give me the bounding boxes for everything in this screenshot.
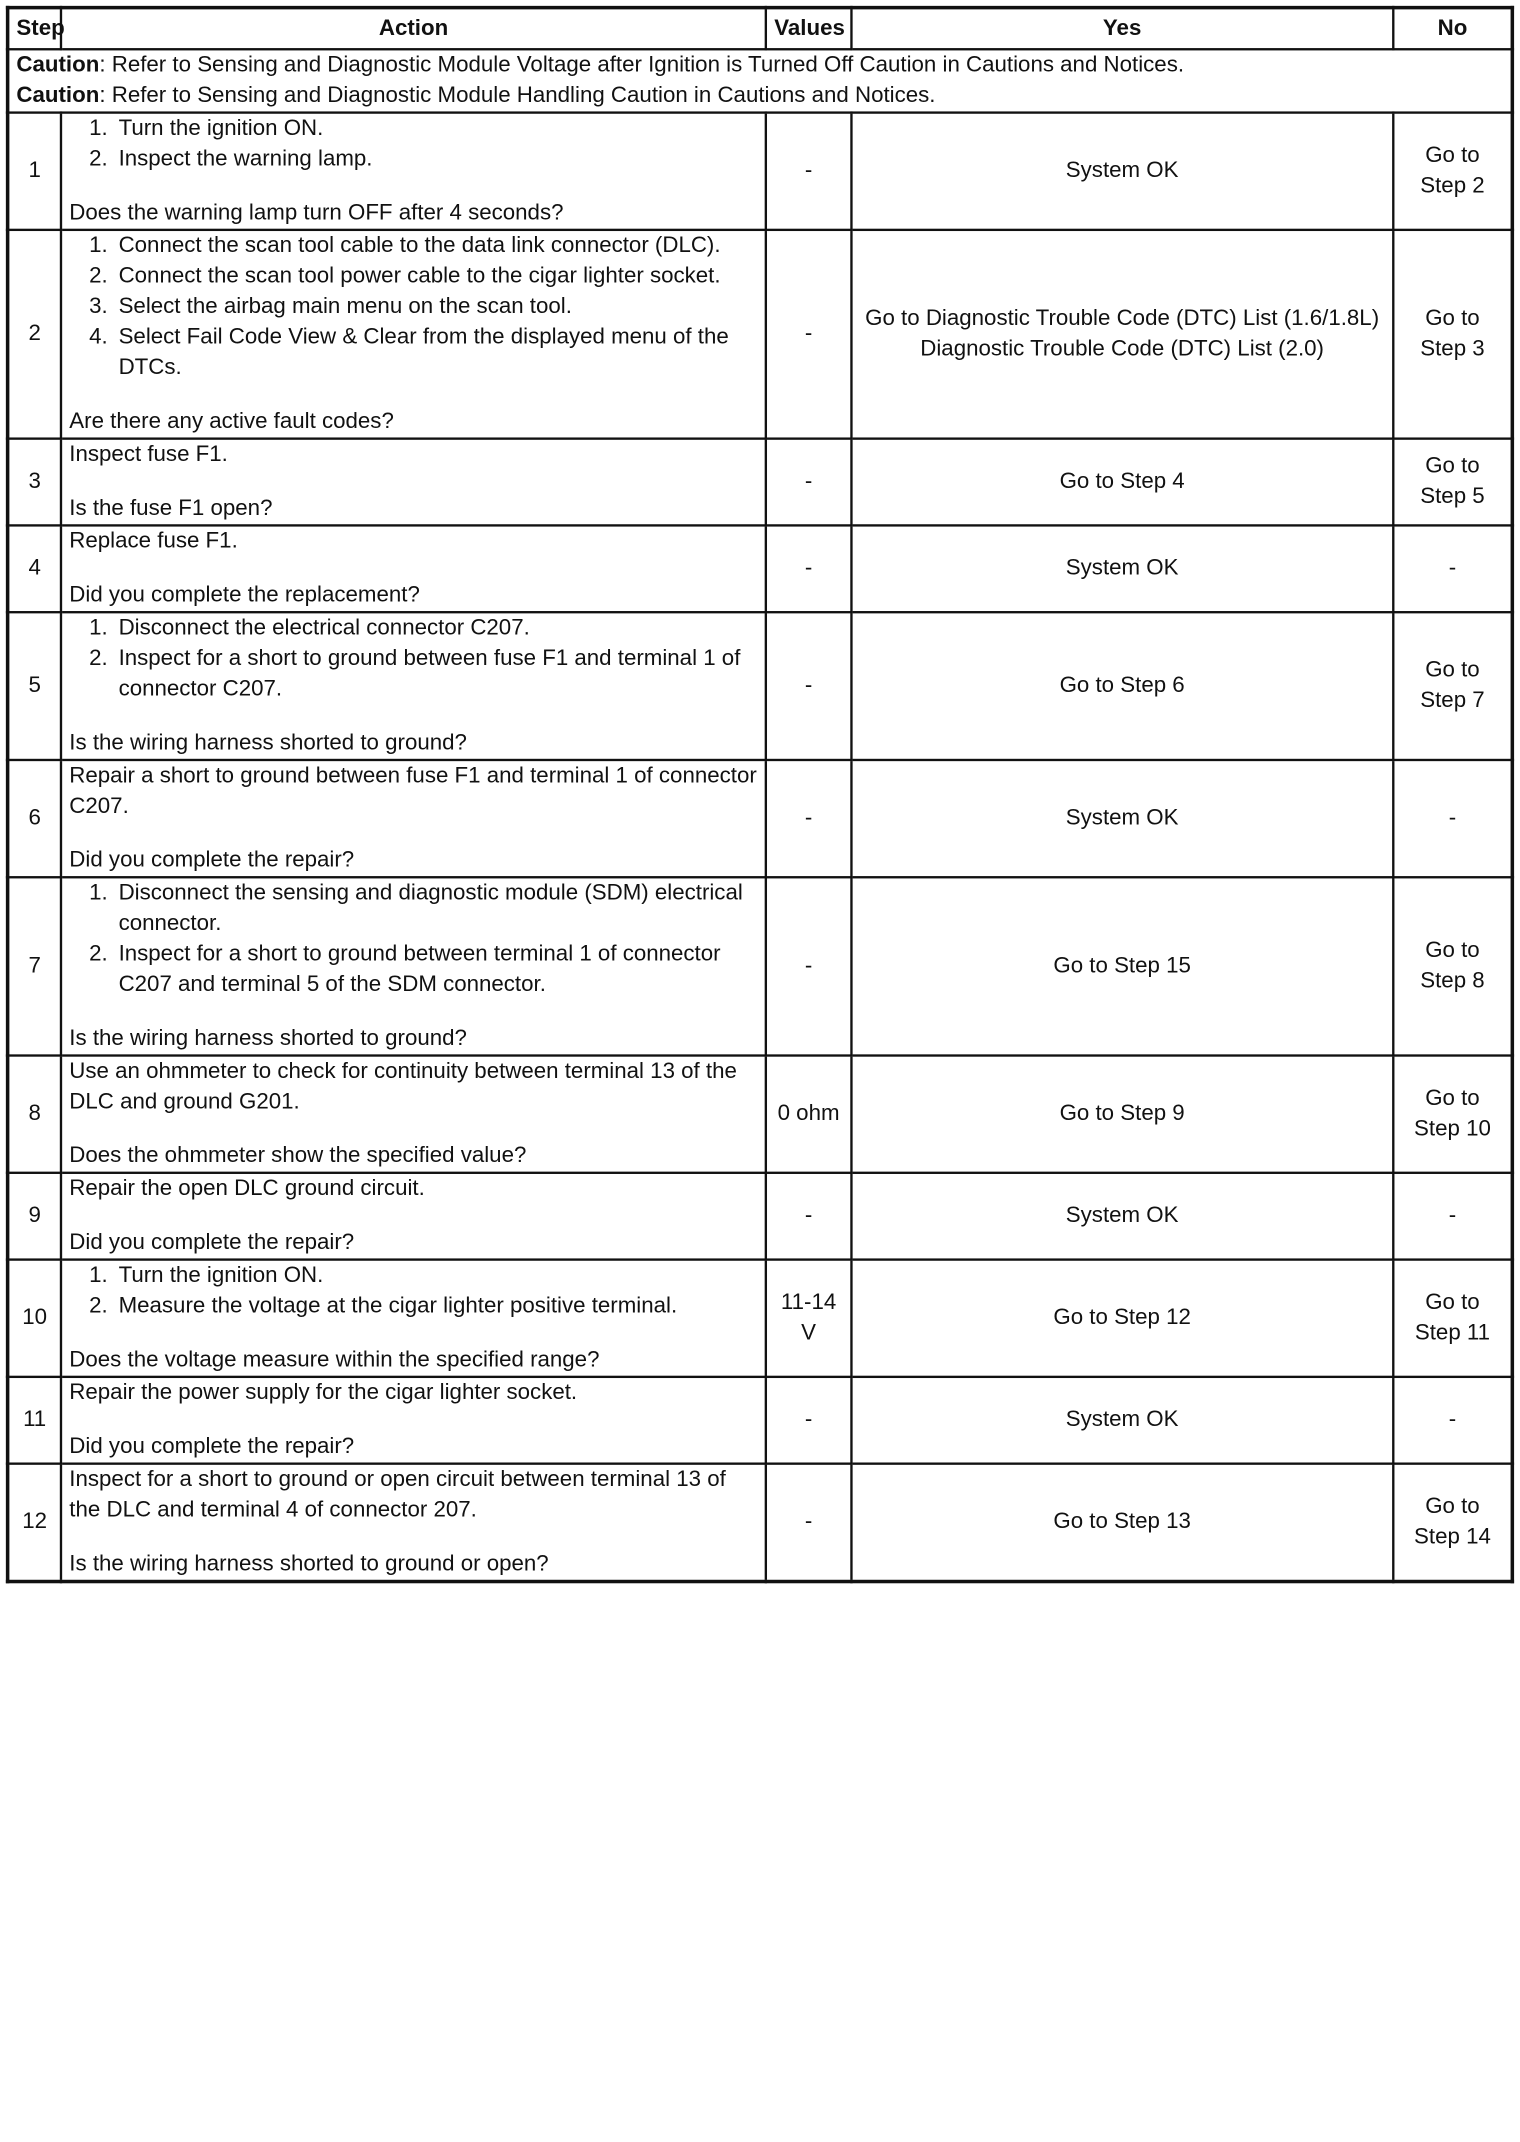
value-cell: - [766,612,851,760]
no-cell: Go to Step 5 [1393,439,1512,526]
yes-cell: System OK [851,1377,1393,1464]
action-cell [61,760,766,877]
yes-cell: Go to Step 6 [851,612,1393,760]
step-number: 11 [8,1377,61,1464]
yes-cell: System OK [851,525,1393,612]
no-cell: Go to Step 11 [1393,1260,1512,1377]
action-cell [61,230,766,439]
action-cell [61,1260,766,1377]
step-number: 7 [8,877,61,1055]
action-list [69,114,758,175]
action-cell [61,1464,766,1582]
action-text: Repair the power supply for the cigar lighter socket. [69,1380,578,1406]
value-cell: 0 ohm [766,1056,851,1173]
action-list-item: 1. Connect the scan tool cable to the data link connector (DLC). [114,231,758,261]
no-cell: Go to Step 7 [1393,612,1512,760]
yes-cell: Go to Step 9 [851,1056,1393,1173]
yes-cell: Go to Step 15 [851,877,1393,1055]
yes-cell: Go to Diagnostic Trouble Code (DTC) List (1.6/1.8L) Diagnostic Trouble Code (DTC) List (2.0) [851,230,1393,439]
action-cell [61,1377,766,1464]
action-list-item: 1. Turn the ignition ON. [114,114,758,144]
no-cell: Go to Step 2 [1393,113,1512,230]
yes-cell: System OK [851,113,1393,230]
yes-cell: System OK [851,1173,1393,1260]
caution-cell [8,49,1513,112]
caution-line [16,50,1503,80]
action-cell [61,439,766,526]
value-cell: - [766,1464,851,1582]
action-question: Does the ohmmeter show the specified value? [69,1143,527,1169]
action-list-item: 2. Measure the voltage at the cigar lighter positive terminal. [114,1291,758,1321]
action-list-item: 1. Disconnect the sensing and diagnostic module (SDM) electrical connector. [114,878,758,939]
step-number: 3 [8,439,61,526]
diagnostic-table [6,6,1514,1583]
action-question: Does the voltage measure within the specified range? [69,1347,600,1373]
value-cell: - [766,760,851,877]
no-cell: Go to Step 3 [1393,230,1512,439]
header-row [8,8,1513,50]
step-row [8,113,1513,230]
no-cell: Go to Step 10 [1393,1056,1512,1173]
step-number: 9 [8,1173,61,1260]
action-question: Is the wiring harness shorted to ground? [69,1026,467,1051]
caution-row [8,49,1513,112]
no-cell: - [1393,1377,1512,1464]
caution-text: : Refer to Sensing and Diagnostic Module Handling Caution in Cautions and Notices. [99,83,936,108]
step-row [8,439,1513,526]
step-row [8,760,1513,877]
action-list [69,231,758,383]
action-list-item: 2. Connect the scan tool power cable to the cigar lighter socket. [114,262,758,292]
value-cell: - [766,877,851,1055]
action-cell [61,877,766,1055]
action-text: Repair a short to ground between fuse F1 and terminal 1 of connector C207. [69,763,757,819]
step-row [8,1464,1513,1582]
step-row [8,1377,1513,1464]
action-question: Is the wiring harness shorted to ground or open? [69,1551,549,1577]
step-row [8,230,1513,439]
header-action: Action [61,8,766,50]
action-text: Repair the open DLC ground circuit. [69,1176,425,1201]
action-text: Inspect fuse F1. [69,442,228,467]
header-yes: Yes [851,8,1393,50]
no-cell: - [1393,1173,1512,1260]
yes-cell: Go to Step 13 [851,1464,1393,1582]
header-no: No [1393,8,1512,50]
caution-label: Caution [16,52,100,78]
action-list [69,613,758,704]
step-row [8,525,1513,612]
caution-text: : Refer to Sensing and Diagnostic Module Voltage after Ignition is Turned Off Caution in Cautions and Notices. [99,52,1185,78]
yes-cell: System OK [851,760,1393,877]
action-question: Did you complete the replacement? [69,582,420,608]
step-number: 1 [8,113,61,230]
action-question: Did you complete the repair? [69,847,355,873]
step-number: 12 [8,1464,61,1582]
yes-cell: Go to Step 4 [851,439,1393,526]
step-row [8,1173,1513,1260]
no-cell: - [1393,760,1512,877]
action-list-item: 2. Inspect for a short to ground between terminal 1 of connector C207 and terminal 5 of the SDM connector. [114,939,758,1000]
action-text: Use an ohmmeter to check for continuity between terminal 13 of the DLC and ground G201. [69,1059,737,1115]
action-cell [61,1056,766,1173]
no-cell: Go to Step 8 [1393,877,1512,1055]
header-values: Values [766,8,851,50]
action-cell [61,113,766,230]
caution-label: Caution [16,83,100,108]
step-row [8,877,1513,1055]
action-question: Is the wiring harness shorted to ground? [69,730,467,756]
action-list-item: 4. Select Fail Code View & Clear from the displayed menu of the DTCs. [114,323,758,384]
value-cell: - [766,1377,851,1464]
step-number: 8 [8,1056,61,1173]
action-text: Inspect for a short to ground or open circuit between terminal 13 of the DLC and terminal 4 of connector 207. [69,1467,726,1523]
step-row [8,1056,1513,1173]
yes-cell: Go to Step 12 [851,1260,1393,1377]
action-cell [61,525,766,612]
action-list [69,1261,758,1322]
action-text: Replace fuse F1. [69,528,238,554]
action-list [69,878,758,1000]
action-cell [61,612,766,760]
action-question: Did you complete the repair? [69,1230,355,1255]
step-number: 6 [8,760,61,877]
action-list-item: 1. Disconnect the electrical connector C207. [114,613,758,643]
no-cell: Go to Step 14 [1393,1464,1512,1582]
action-list-item: 2. Inspect the warning lamp. [114,144,758,174]
action-question: Does the warning lamp turn OFF after 4 seconds? [69,200,564,226]
header-step: Step [8,8,61,50]
action-question: Are there any active fault codes? [69,409,394,434]
step-number: 4 [8,525,61,612]
value-cell: - [766,113,851,230]
step-number: 10 [8,1260,61,1377]
value-cell: - [766,230,851,439]
action-question: Is the fuse F1 open? [69,496,273,521]
action-list-item: 1. Turn the ignition ON. [114,1261,758,1291]
action-cell [61,1173,766,1260]
no-cell: - [1393,525,1512,612]
value-cell: - [766,525,851,612]
step-row [8,1260,1513,1377]
value-cell: - [766,439,851,526]
step-number: 2 [8,230,61,439]
value-cell: 11-14 V [766,1260,851,1377]
step-row [8,612,1513,760]
action-list-item: 3. Select the airbag main menu on the scan tool. [114,292,758,322]
action-list-item: 2. Inspect for a short to ground between fuse F1 and terminal 1 of connector C207. [114,644,758,705]
caution-line [16,81,1503,111]
step-number: 5 [8,612,61,760]
value-cell: - [766,1173,851,1260]
action-question: Did you complete the repair? [69,1434,355,1459]
